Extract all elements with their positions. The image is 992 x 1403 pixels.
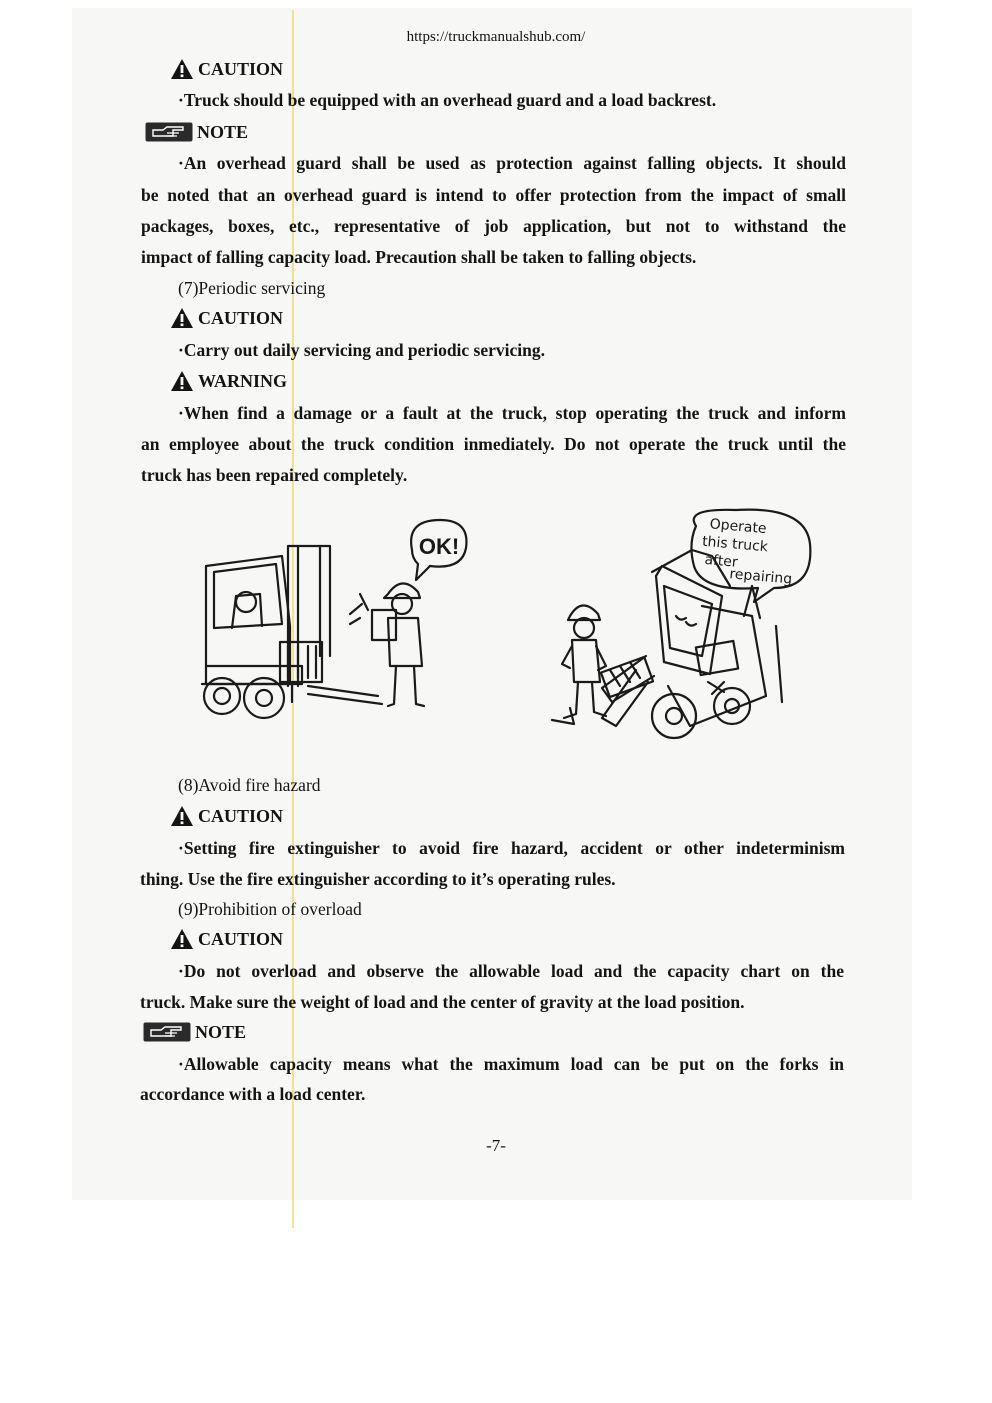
source-url[interactable]: https://truckmanualshub.com/: [406, 29, 586, 45]
periodic-warning-line: an employee about the truck condition inmediately. Do not operate the truck until the: [141, 434, 846, 454]
section-title-periodic: (7)Periodic servicing: [178, 278, 326, 298]
warning-triangle-icon: [170, 805, 194, 827]
caution-label: CAUTION: [198, 59, 284, 79]
pointing-hand-icon: [145, 122, 193, 142]
page-number: -7-: [486, 1136, 506, 1155]
overload-note-line: accordance with a load center.: [140, 1084, 366, 1104]
warning-triangle-icon: [170, 307, 194, 329]
ok-bubble-text: OK!: [418, 534, 460, 559]
note-heading: [143, 1021, 246, 1043]
caution-label: CAUTION: [198, 806, 284, 826]
bubble-text-line: after: [703, 551, 739, 571]
section-title-fire: (8)Avoid fire hazard: [178, 775, 321, 795]
guard-note-line: packages, boxes, etc., representative of job application, but not to withstand the: [141, 216, 846, 236]
fire-caution-line: thing. Use the fire extinguisher according to it’s operating rules.: [140, 869, 616, 889]
worker-with-clipboard-drawing: [350, 583, 424, 706]
note-label: NOTE: [195, 1022, 247, 1042]
note-heading: [145, 121, 248, 143]
periodic-warning-line: ·When find a damage or a fault at the truck, stop operating the truck and inform: [178, 403, 846, 423]
guard-note-line: impact of falling capacity load. Precaution shall be taken to falling objects.: [141, 247, 697, 267]
caution-label: CAUTION: [198, 929, 284, 949]
note-label: NOTE: [197, 122, 249, 142]
forklift-ok-drawing: [202, 546, 382, 718]
worker-with-hammer-drawing: [552, 605, 606, 724]
caution-label: CAUTION: [198, 308, 284, 328]
overload-note-line: ·Allowable capacity means what the maximum load can be put on the forks in: [178, 1054, 844, 1074]
warning-triangle-icon: [170, 58, 194, 80]
guard-note-line: ·An overhead guard shall be used as protection against falling objects. It should: [178, 153, 846, 173]
warning-heading: [170, 370, 287, 392]
bubble-text-line: repairing: [728, 566, 793, 588]
caution-heading: [170, 307, 283, 329]
overload-caution-line: ·Do not overload and observe the allowable load and the capacity chart on the: [178, 961, 844, 981]
section-title-overload: (9)Prohibition of overload: [178, 899, 362, 919]
pointing-hand-icon: [143, 1022, 191, 1042]
forklift-inspection-illustration: [192, 506, 820, 756]
periodic-caution-text: ·Carry out daily servicing and periodic servicing.: [178, 340, 545, 360]
bubble-text-line: this truck: [701, 533, 769, 556]
overload-caution-line: truck. Make sure the weight of load and the center of gravity at the load position.: [140, 992, 745, 1012]
warning-label: WARNING: [198, 371, 288, 391]
warning-triangle-icon: [170, 370, 194, 392]
fire-caution-line: ·Setting fire extinguisher to avoid fire hazard, accident or other indeterminism: [178, 838, 845, 858]
bubble-text-line: Operate: [709, 516, 768, 538]
guard-caution-text: ·Truck should be equipped with an overhead guard and a load backrest.: [178, 90, 717, 110]
caution-heading: [170, 58, 283, 80]
caution-heading: [170, 928, 283, 950]
caution-heading: [170, 805, 283, 827]
warning-triangle-icon: [170, 928, 194, 950]
periodic-warning-line: truck has been repaired completely.: [141, 465, 408, 485]
guard-note-line: be noted that an overhead guard is intend to offer protection from the impact of small: [141, 185, 846, 205]
